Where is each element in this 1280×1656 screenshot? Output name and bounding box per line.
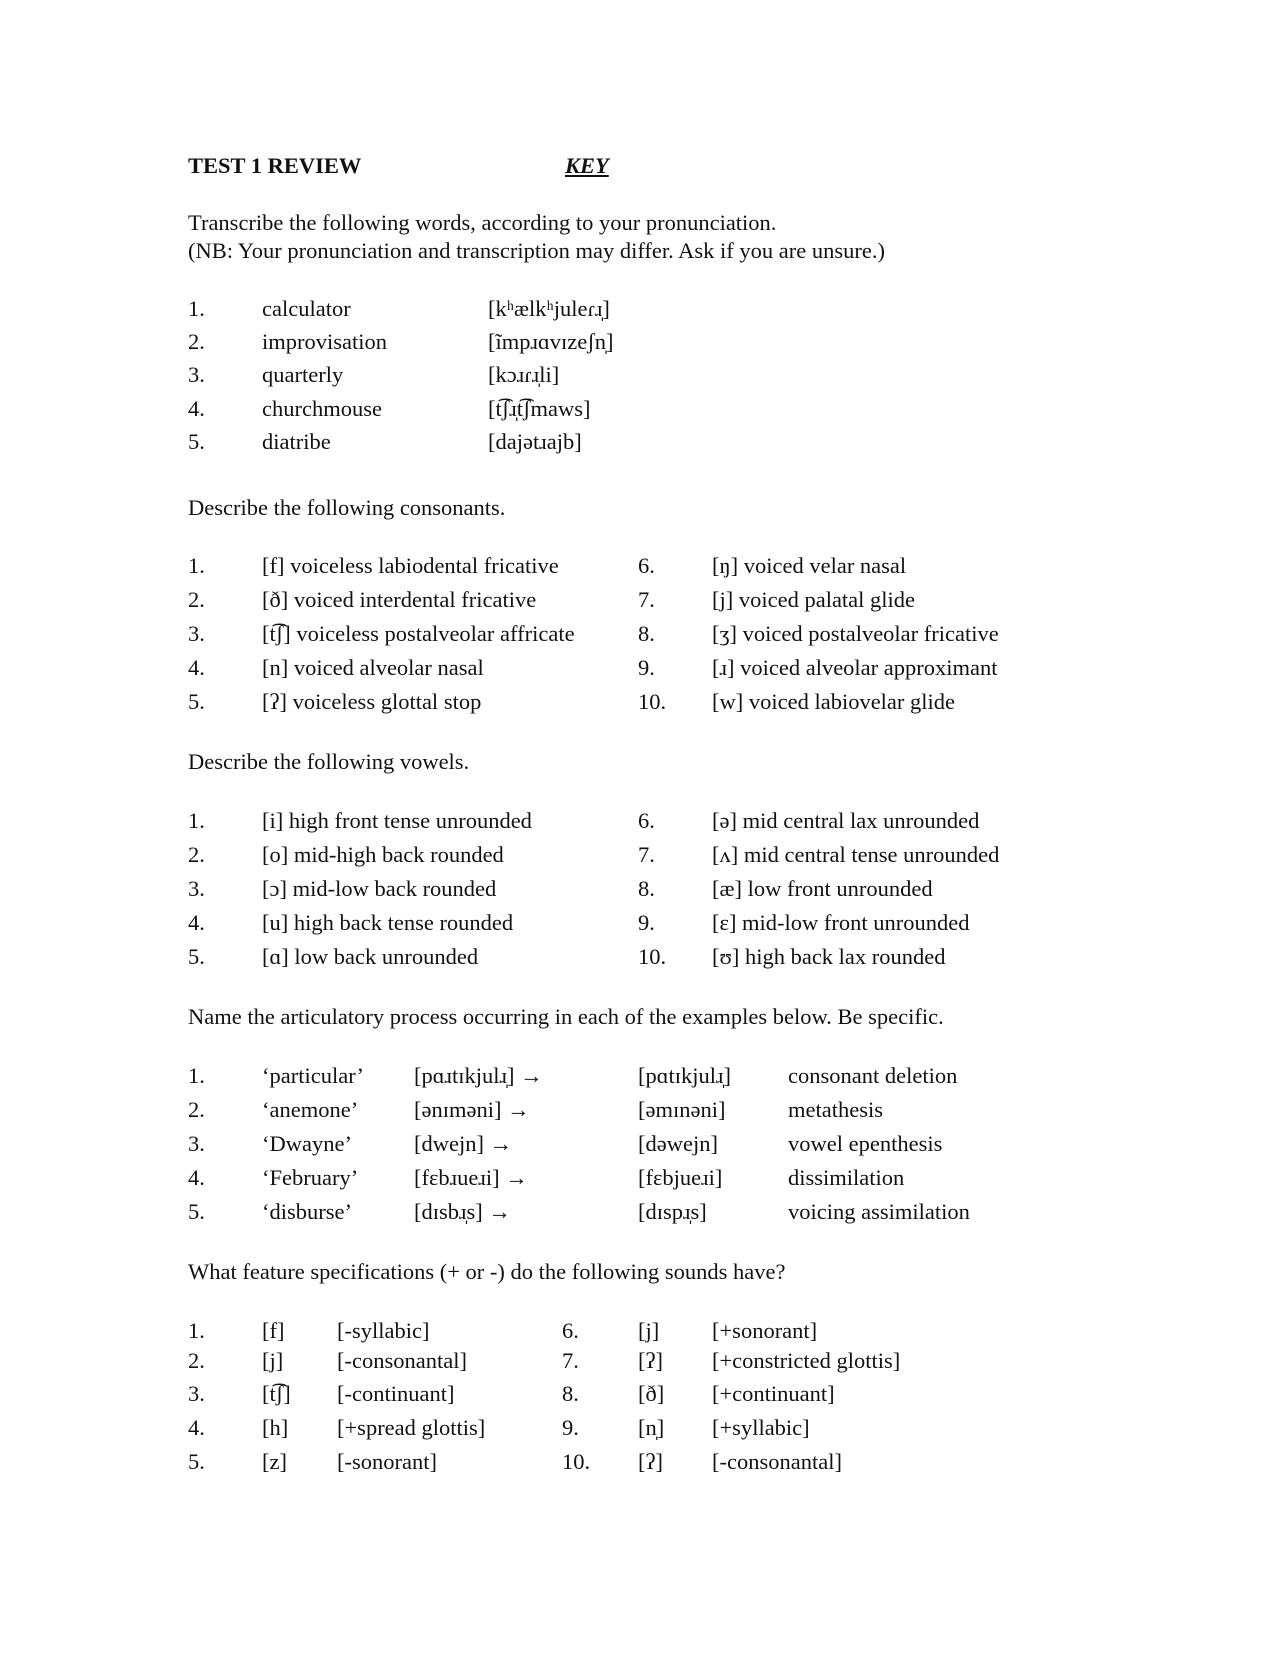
item-number: 9.: [638, 655, 655, 680]
feature-sound: [ð]: [638, 1381, 665, 1406]
item-number: 2.: [188, 1348, 205, 1373]
item-number: 5.: [188, 1449, 205, 1474]
feature-spec: [+syllabic]: [712, 1415, 810, 1440]
consonant-description: [n] voiced alveolar nasal: [262, 655, 484, 680]
page-title: TEST 1 REVIEW: [188, 153, 362, 178]
item-number: 1.: [188, 553, 205, 578]
item-number: 7.: [638, 587, 655, 612]
item-number: 7.: [562, 1348, 579, 1373]
item-number: 8.: [562, 1381, 579, 1406]
vowel-description: [ə] mid central lax unrounded: [712, 808, 980, 833]
processes-instruction: Name the articulatory process occurring in each of the examples below. Be specific.: [188, 1004, 944, 1029]
item-ipa: [dajətɹajb]: [488, 429, 582, 454]
item-number: 3.: [188, 1381, 205, 1406]
consonants-instruction: Describe the following consonants.: [188, 495, 506, 520]
process-name: metathesis: [788, 1097, 883, 1122]
transcription-instruction: Transcribe the following words, according to your pronunciation.: [188, 210, 777, 235]
vowel-description: [ɔ] mid-low back rounded: [262, 876, 497, 901]
item-word: diatribe: [262, 429, 331, 454]
process-word: ‘Dwayne’: [262, 1131, 352, 1156]
item-number: 6.: [562, 1318, 579, 1343]
item-number: 2.: [188, 1097, 205, 1122]
item-number: 4.: [188, 655, 205, 680]
item-ipa: [kʰælkʰjuleɾɹ̩]: [488, 296, 610, 321]
item-number: 10.: [562, 1449, 591, 1474]
item-number: 10.: [638, 689, 667, 714]
feature-sound: [z]: [262, 1449, 287, 1474]
item-number: 1.: [188, 296, 205, 321]
process-name: voicing assimilation: [788, 1199, 970, 1224]
process-name: dissimilation: [788, 1165, 905, 1190]
consonant-description: [f] voiceless labiodental fricative: [262, 553, 559, 578]
process-word: ‘February’: [262, 1165, 359, 1190]
item-number: 4.: [188, 396, 205, 421]
process-output: [pɑtɪkjulɹ̩]: [638, 1063, 731, 1088]
item-number: 6.: [638, 808, 655, 833]
item-number: 3.: [188, 621, 205, 646]
vowel-description: [i] high front tense unrounded: [262, 808, 532, 833]
consonant-description: [ʒ] voiced postalveolar fricative: [712, 621, 999, 646]
feature-spec: [-sonorant]: [337, 1449, 437, 1474]
vowel-description: [ʊ] high back lax rounded: [712, 944, 946, 969]
process-word: ‘particular’: [262, 1063, 365, 1088]
transcription-note: (NB: Your pronunciation and transcription may differ. Ask if you are unsure.): [188, 238, 885, 263]
feature-sound: [j]: [262, 1348, 284, 1373]
item-number: 6.: [638, 553, 655, 578]
vowel-description: [o] mid-high back rounded: [262, 842, 504, 867]
consonant-description: [ɹ] voiced alveolar approximant: [712, 655, 998, 680]
feature-spec: [+continuant]: [712, 1381, 835, 1406]
feature-sound: [n̩]: [638, 1415, 665, 1440]
feature-spec: [-consonantal]: [337, 1348, 467, 1373]
process-input: [dwejn] →: [414, 1131, 513, 1156]
consonant-description: [j] voiced palatal glide: [712, 587, 916, 612]
feature-sound: [t͡ʃ]: [262, 1381, 291, 1406]
process-output: [fɛbjueɹi]: [638, 1165, 723, 1190]
item-number: 3.: [188, 1131, 205, 1156]
feature-sound: [f]: [262, 1318, 285, 1343]
item-number: 1.: [188, 1063, 205, 1088]
vowel-description: [æ] low front unrounded: [712, 876, 933, 901]
vowel-description: [u] high back tense rounded: [262, 910, 514, 935]
item-number: 1.: [188, 808, 205, 833]
feature-sound: [ʔ]: [638, 1348, 663, 1373]
vowel-description: [ɑ] low back unrounded: [262, 944, 479, 969]
item-number: 5.: [188, 944, 205, 969]
process-output: [dəwejn]: [638, 1131, 718, 1156]
feature-spec: [+spread glottis]: [337, 1415, 486, 1440]
process-output: [dɪspɹ̩s]: [638, 1199, 707, 1224]
feature-spec: [-consonantal]: [712, 1449, 842, 1474]
item-word: churchmouse: [262, 396, 382, 421]
item-number: 3.: [188, 362, 205, 387]
vowels-instruction: Describe the following vowels.: [188, 749, 470, 774]
item-word: quarterly: [262, 362, 344, 387]
item-word: calculator: [262, 296, 351, 321]
consonant-description: [ʔ] voiceless glottal stop: [262, 689, 482, 714]
item-number: 2.: [188, 587, 205, 612]
process-word: ‘disburse’: [262, 1199, 352, 1224]
vowel-description: [ʌ] mid central tense unrounded: [712, 842, 1000, 867]
item-number: 1.: [188, 1318, 205, 1343]
item-number: 7.: [638, 842, 655, 867]
item-number: 8.: [638, 876, 655, 901]
process-name: vowel epenthesis: [788, 1131, 943, 1156]
consonant-description: [ŋ] voiced velar nasal: [712, 553, 907, 578]
process-word: ‘anemone’: [262, 1097, 359, 1122]
feature-spec: [-continuant]: [337, 1381, 455, 1406]
item-ipa: [kɔɹɾɹ̩li]: [488, 362, 560, 387]
item-number: 5.: [188, 429, 205, 454]
item-number: 4.: [188, 1415, 205, 1440]
item-number: 3.: [188, 876, 205, 901]
item-number: 10.: [638, 944, 667, 969]
feature-sound: [h]: [262, 1415, 289, 1440]
item-word: improvisation: [262, 329, 387, 354]
process-input: [fɛbɹueɹi] →: [414, 1165, 528, 1190]
process-name: consonant deletion: [788, 1063, 958, 1088]
item-number: 2.: [188, 329, 205, 354]
item-number: 8.: [638, 621, 655, 646]
item-number: 5.: [188, 689, 205, 714]
feature-sound: [ʔ]: [638, 1449, 663, 1474]
consonant-description: [w] voiced labiovelar glide: [712, 689, 956, 714]
feature-spec: [-syllabic]: [337, 1318, 430, 1343]
vowel-description: [ɛ] mid-low front unrounded: [712, 910, 970, 935]
key-label: KEY: [565, 153, 609, 178]
feature-spec: [+constricted glottis]: [712, 1348, 901, 1373]
process-input: [pɑɹtɪkjulɹ̩] →: [414, 1063, 543, 1088]
item-ipa: [t͡ʃɹ̩t͡ʃmaws]: [488, 396, 591, 421]
item-number: 2.: [188, 842, 205, 867]
item-ipa: [ĩmpɹɑvɪzeʃn̩]: [488, 329, 614, 354]
item-number: 5.: [188, 1199, 205, 1224]
item-number: 4.: [188, 1165, 205, 1190]
process-output: [əmɪnəni]: [638, 1097, 726, 1122]
process-input: [dɪsbɹ̩s] →: [414, 1199, 511, 1224]
consonant-description: [ð] voiced interdental fricative: [262, 587, 537, 612]
item-number: 9.: [638, 910, 655, 935]
item-number: 9.: [562, 1415, 579, 1440]
item-number: 4.: [188, 910, 205, 935]
process-input: [ənɪməni] →: [414, 1097, 530, 1122]
feature-spec: [+sonorant]: [712, 1318, 818, 1343]
feature-sound: [j]: [638, 1318, 660, 1343]
consonant-description: [t͡ʃ] voiceless postalveolar affricate: [262, 621, 575, 646]
features-instruction: What feature specifications (+ or -) do the following sounds have?: [188, 1259, 786, 1284]
